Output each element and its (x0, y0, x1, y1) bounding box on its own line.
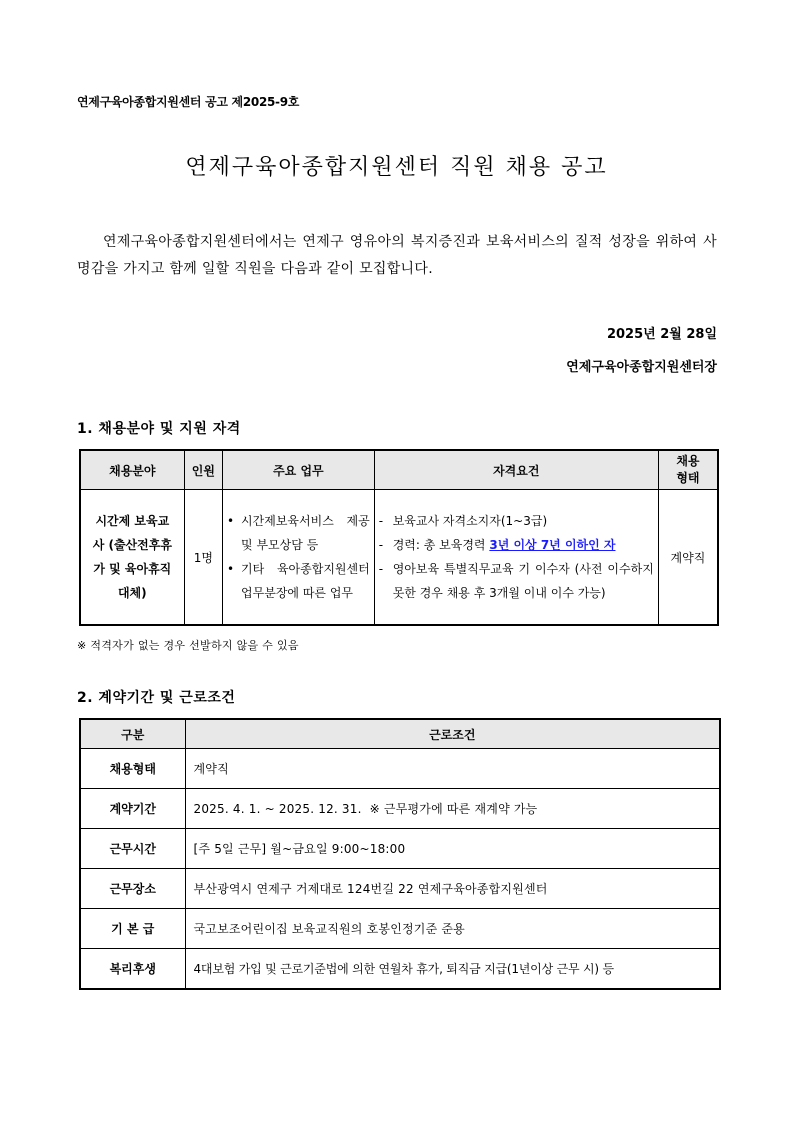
row-value: 2025. 4. 1. ~ 2025. 12. 31. ※ 근무평가에 따른 재계약 가능 (185, 789, 720, 829)
count-cell: 1명 (184, 490, 222, 626)
header-category: 구분 (80, 719, 185, 749)
row-label: 기 본 급 (80, 909, 185, 949)
requirements-list (375, 509, 658, 605)
recruitment-header-row (80, 450, 718, 490)
page-title: 연제구육아종합지원센터 직원 채용 공고 (185, 155, 608, 180)
notice-date: 2025년 2월 28일 (606, 327, 717, 342)
duties-cell (223, 490, 375, 626)
section-2-title: 2. 계약기간 및 근로조건 (77, 690, 236, 706)
row-value: 4대보험 가입 및 근로기준법에 의한 연월차 휴가, 퇴직금 지급(1년이상 근무 시) 등 (185, 949, 720, 990)
header-field: 채용분야 (80, 450, 184, 490)
notice-number: 연제구육아종합지원센터 공고 제2025-9호 (77, 95, 300, 109)
table-row (80, 949, 720, 990)
row-value: [주 5일 근무] 월~금요일 9:00~18:00 (185, 829, 720, 869)
header-type (658, 450, 718, 490)
experience-prefix: 경력: 총 보육경력 (392, 538, 490, 552)
row-value: 부산광역시 연제구 거제대로 124번길 22 연제구육아종합지원센터 (185, 869, 720, 909)
footnote: ※ 적격자가 없는 경우 선발하지 않을 수 있음 (77, 639, 299, 652)
row-label: 채용형태 (80, 749, 185, 789)
conditions-header-row (80, 719, 720, 749)
field-cell (80, 490, 184, 626)
list-item: - 영아보육 특별직무교육 기 이수자 (사전 이수하지 못한 경우 채용 후 3개월 이내 이수 가능) (379, 557, 654, 605)
conditions-table (79, 718, 721, 990)
header-duties: 주요 업무 (223, 450, 375, 490)
field-text: 시간제 보육교사 (출산전후휴가 및 육아휴직 대체) (92, 514, 172, 600)
duties-list (223, 509, 374, 605)
recruitment-table (79, 449, 719, 626)
row-label: 근무시간 (80, 829, 185, 869)
row-label: 복리후생 (80, 949, 185, 990)
table-row (80, 909, 720, 949)
table-row (80, 789, 720, 829)
table-row (80, 829, 720, 869)
row-label: 근무장소 (80, 869, 185, 909)
experience-highlight: 3년 이상 7년 이하인 자 (489, 538, 616, 552)
row-value: 국고보조어린이집 보육교직원의 호봉인정기준 준용 (185, 909, 720, 949)
issuer-name: 연제구육아종합지원센터장 (566, 360, 717, 375)
header-condition: 근로조건 (185, 719, 720, 749)
header-requirements: 자격요건 (374, 450, 658, 490)
list-item (379, 533, 654, 557)
row-label: 계약기간 (80, 789, 185, 829)
intro-paragraph (77, 229, 717, 283)
requirements-cell (374, 490, 658, 626)
header-count: 인원 (184, 450, 222, 490)
list-item: - 보육교사 자격소지자(1~3급) (379, 509, 654, 533)
table-row (80, 869, 720, 909)
row-value: 계약직 (185, 749, 720, 789)
header-type-text: 채용형태 (676, 454, 700, 485)
type-cell: 계약직 (658, 490, 718, 626)
table-row (80, 490, 718, 626)
section-1-title: 1. 채용분야 및 지원 자격 (77, 421, 241, 437)
table-row (80, 749, 720, 789)
list-item: • 기타 육아종합지원센터 업무분장에 따른 업무 (227, 557, 370, 605)
list-item: • 시간제보육서비스 제공 및 부모상담 등 (227, 509, 370, 557)
intro-text: 연제구육아종합지원센터에서는 연제구 영유아의 복지증진과 보육서비스의 질적 성장을 위하여 사명감을 가지고 함께 일할 직원을 다음과 같이 모집합니다. (77, 234, 717, 277)
